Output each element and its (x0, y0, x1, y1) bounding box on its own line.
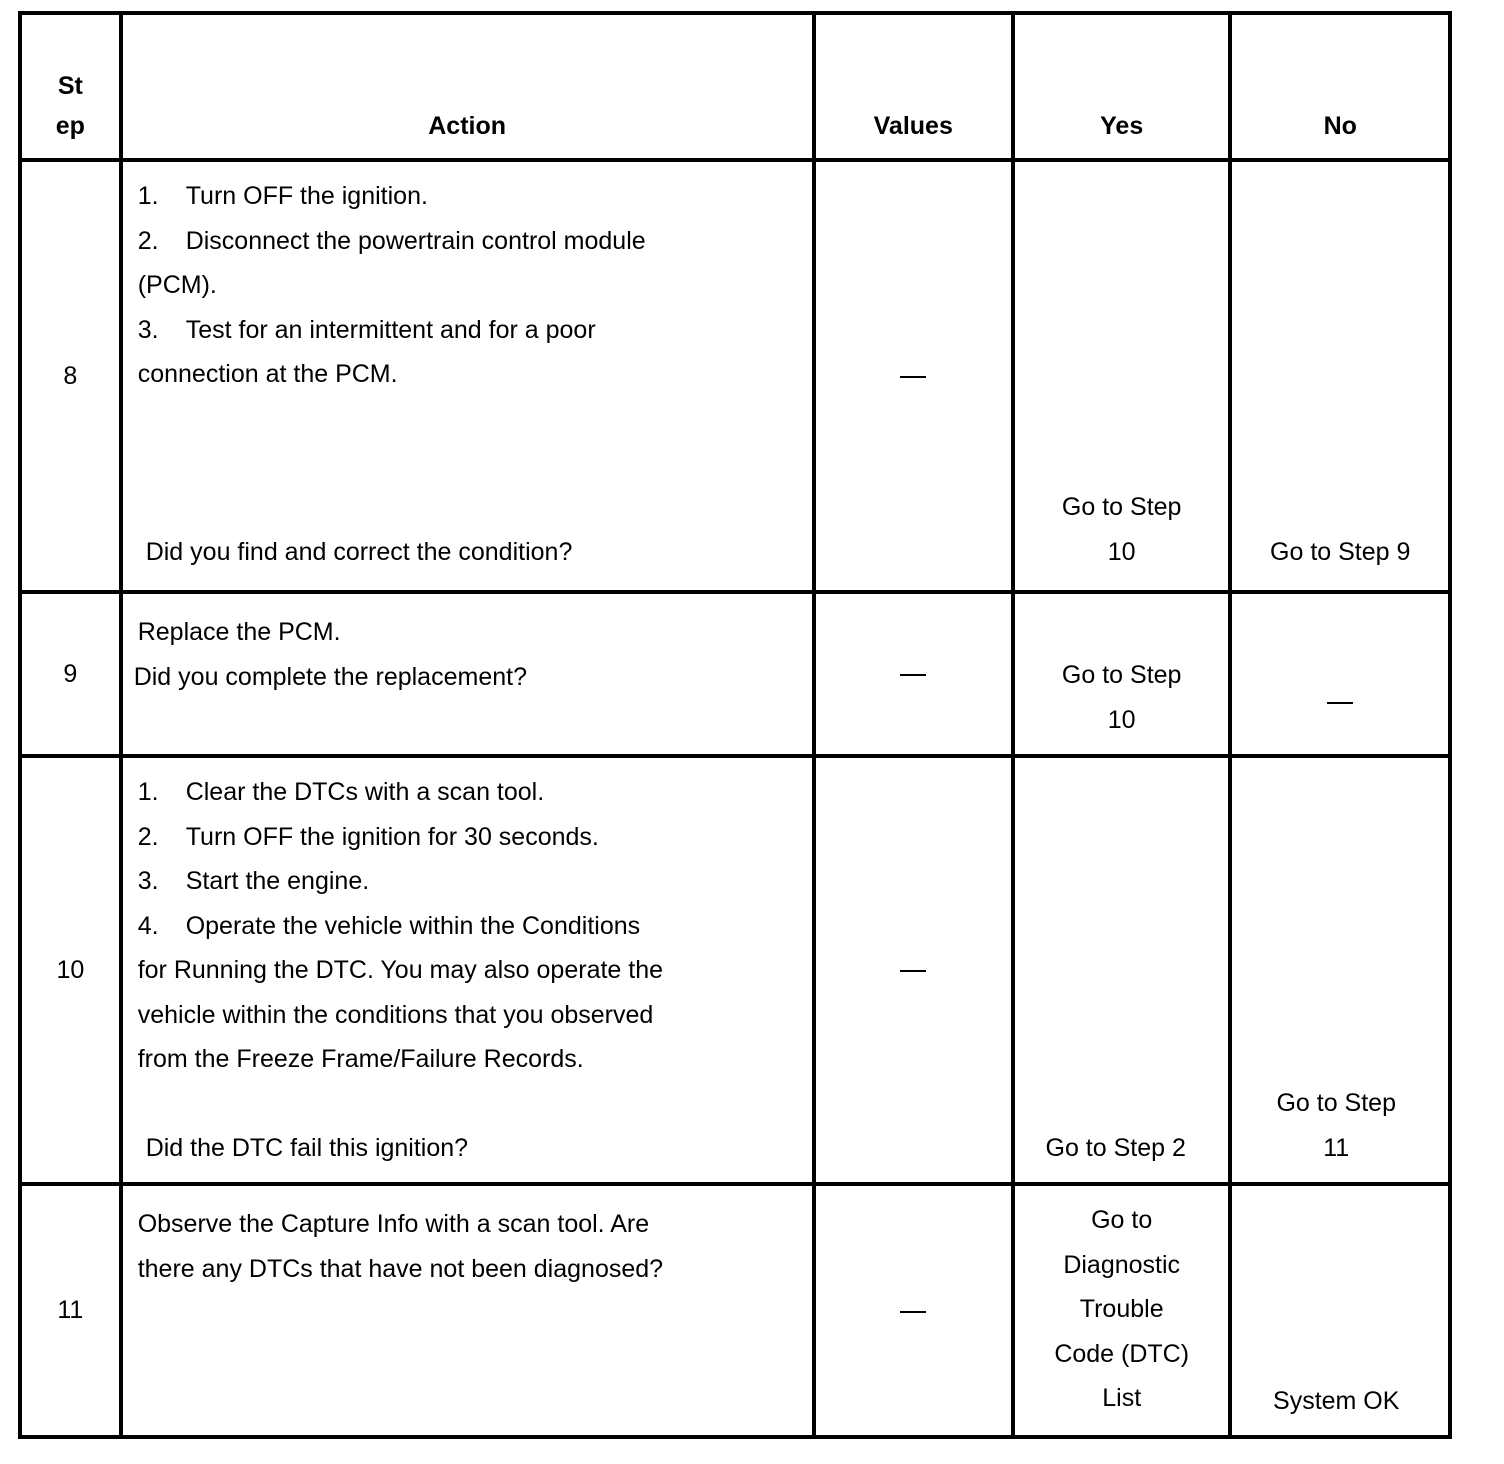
no-line: 11 (1323, 1133, 1350, 1162)
action-line: 2. Disconnect the powertrain control module (137, 226, 646, 255)
no-cell (1230, 160, 1450, 592)
header-values: Values (814, 13, 1013, 160)
action-line: from the Freeze Frame/Failure Records. (137, 1045, 584, 1073)
yes-line: Code (DTC) (1054, 1339, 1190, 1368)
no-cell (1230, 756, 1450, 1184)
values-cell (814, 160, 1013, 592)
action-line: for Running the DTC. You may also operate the (137, 956, 664, 984)
yes-cell (1013, 160, 1231, 592)
action-cell (121, 1184, 814, 1437)
em-dash (900, 674, 926, 676)
yes-cell (1013, 1184, 1231, 1437)
table-row (20, 1184, 1450, 1437)
action-cell (121, 756, 814, 1184)
action-cell (121, 160, 814, 592)
action-line: 4. Operate the vehicle within the Conditions (137, 911, 641, 940)
action-question: Did you find and correct the condition? (145, 537, 573, 566)
no-cell (1230, 1184, 1450, 1437)
action-line: Replace the PCM. (137, 618, 341, 646)
header-action: Action (121, 13, 814, 160)
action-line: Observe the Capture Info with a scan tool. Are (137, 1210, 650, 1238)
diagnostic-table (18, 11, 1452, 1439)
action-line: (PCM). (137, 271, 217, 299)
yes-line: Diagnostic (1063, 1250, 1181, 1279)
no-text: Go to Step 9 (1270, 537, 1411, 566)
yes-line: 10 (1107, 537, 1136, 566)
em-dash (900, 1311, 926, 1313)
em-dash (1327, 702, 1353, 704)
yes-line: 10 (1107, 705, 1136, 734)
header-step: St ep (20, 13, 121, 160)
action-cell (121, 592, 814, 756)
no-line: Go to Step (1276, 1089, 1396, 1117)
header-row (20, 13, 1450, 160)
yes-line: List (1102, 1384, 1142, 1412)
yes-line: Go to (1091, 1206, 1153, 1234)
values-cell (814, 756, 1013, 1184)
yes-line: Go to Step (1061, 493, 1182, 521)
yes-cell (1013, 756, 1231, 1184)
action-line: connection at the PCM. (137, 360, 398, 388)
values-cell (814, 1184, 1013, 1437)
table-row (20, 160, 1450, 592)
action-line: 1. Clear the DTCs with a scan tool. (137, 778, 545, 806)
yes-line: Go to Step (1061, 661, 1182, 689)
action-question: Did the DTC fail this ignition? (145, 1133, 469, 1162)
step-number: 11 (20, 1184, 121, 1437)
action-line: 2. Turn OFF the ignition for 30 seconds. (137, 822, 599, 851)
yes-text: Go to Step 2 (1045, 1133, 1186, 1162)
table-row (20, 756, 1450, 1184)
em-dash (900, 970, 926, 972)
action-line: 3. Start the engine. (137, 867, 370, 895)
action-question: Did you complete the replacement? (133, 662, 527, 691)
action-line: there any DTCs that have not been diagnosed? (137, 1254, 664, 1283)
step-number: 10 (20, 756, 121, 1184)
header-no: No (1230, 13, 1450, 160)
no-text: System OK (1273, 1386, 1400, 1415)
action-line: 3. Test for an intermittent and for a poor (137, 315, 596, 344)
no-cell (1230, 592, 1450, 756)
yes-line: Trouble (1079, 1295, 1164, 1323)
action-line: 1. Turn OFF the ignition. (137, 182, 428, 210)
yes-cell (1013, 592, 1231, 756)
step-number: 9 (20, 592, 121, 756)
values-cell (814, 592, 1013, 756)
header-yes: Yes (1013, 13, 1231, 160)
em-dash (900, 376, 926, 378)
table-row (20, 592, 1450, 756)
step-number: 8 (20, 160, 121, 592)
action-line: vehicle within the conditions that you observed (137, 1000, 654, 1029)
